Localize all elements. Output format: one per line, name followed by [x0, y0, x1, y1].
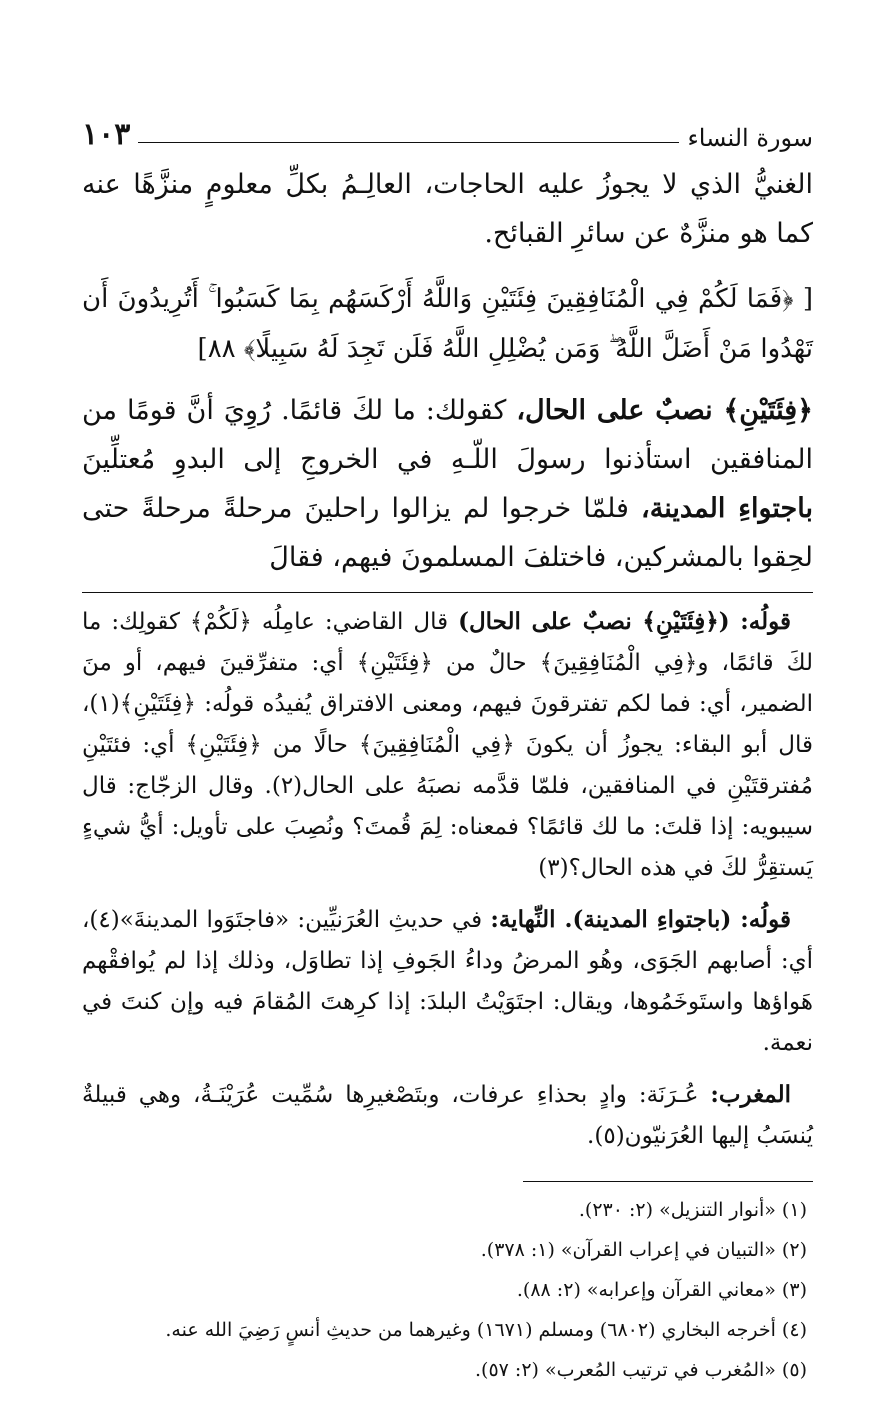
footnote-3: (٣) «معاني القرآن وإعرابه» (٢: ٨٨). [516, 1279, 807, 1301]
footnote-5: (٥) «المُغرب في ترتيب المُعرب» (٢: ٥٧). [474, 1359, 807, 1381]
footnote-1: (١) «أنوار التنزيل» (٢: ٢٣٠). [578, 1199, 807, 1221]
c2-text: في حديثِ العُرَنيِّين: «فاجتَوَوا المدينةَ»(٤)، أي: أصابهم الجَوَى، وهُو المرضُ وداءُ الجَوفِ إذا تطاوَل، وذلك إذا لم يُوافقْهم هَواؤها واستَوخَمُوها، ويقال: اجتَوَيْتُ البلدَ: إذا كرِهتَ المُقامَ فيه وإن كنتَ في نعمة. [82, 907, 813, 1056]
page-header [82, 108, 813, 152]
commentary-divider [82, 592, 813, 593]
main-paragraph-2 [82, 386, 813, 582]
c1-lead: قولُه: (﴿فِئَتَيْنِ﴾ نصبٌ على الحال) [458, 608, 791, 635]
page-number: ١٠٣ [82, 117, 131, 152]
para2-text: كقولك: ما لكَ قائمًا. رُوِيَ أنَّ قومًا من المنافقين استأذنوا رسولَ اللّـهِ في الخروجِ إلى البدوِ مُعتلِّينَ [82, 395, 813, 475]
para2-bold: باجتواءِ المدينة، [641, 493, 813, 524]
c2-lead: قولُه: (باجتواءِ المدينة). النِّهاية: [490, 906, 791, 933]
para2-text2: فلمّا خرجوا لم يزالوا راحلينَ مرحلةً مرحلةً حتى لحِقوا بالمشركين، فاختلفَ المسلمونَ فيهم، فقالَ [82, 493, 813, 573]
para2-lead: ﴿فِئَتَيْنِ﴾ نصبٌ على الحال، [516, 395, 813, 426]
footnote-2: (٢) «التبيان في إعراب القرآن» (١: ٣٧٨). [480, 1239, 807, 1261]
c1-text: قال القاضي: عامِلُه ﴿لَكُمْ﴾ كقولِك: ما لكَ قائمًا، و﴿فِي الْمُنَافِقِينَ﴾ حالٌ من ﴿فِئَتَيْنِ﴾ أي: متفرِّقينَ فيهم، أو منَ الضمير، أي: فما لكم تفترقونَ فيهم، ومعنى الافتراق يُفيدُه قولُه: ﴿فِئَتَيْنِ﴾(١)، قال أبو البقاء: يجوزُ أن يكونَ ﴿فِي الْمُنَافِقِينَ﴾ حالًا من ﴿فِئَتَيْنِ﴾ أي: فئتَيْنِ مُفترقتَيْنِ في المنافقين، فلمّا قدَّمه نصبَهُ على الحال(٢). وقال الزجّاج: قال سيبويه: إذا قلتَ: ما لك قائمًا؟ فمعناه: لِمَ قُمتَ؟ ونُصِبَ على تأويل: أيُّ شيءٍ يَستقِرُّ لكَ في هذه الحال؟(٣) [82, 609, 813, 881]
surah-name: سورة النساء [687, 124, 813, 152]
commentary-paragraph-1 [82, 601, 813, 889]
header-rule [138, 142, 679, 143]
c3-lead: المغرب: [710, 1081, 791, 1108]
main-paragraph-1: الغنيُّ الذي لا يجوزُ عليه الحاجات، العالِـمُ بكلِّ معلومٍ منزَّهًا عنه كما هو منزَّهٌ عن سائرِ القبائح. [82, 169, 813, 249]
quran-verse: [ ﴿فَمَا لَكُمْ فِي الْمُنَافِقِينَ فِئَتَيْنِ وَاللَّهُ أَرْكَسَهُم بِمَا كَسَبُوا ۚ أَتُرِيدُونَ أَن تَهْدُوا مَنْ أَضَلَّ اللَّهُ ۖ وَمَن يُضْلِلِ اللَّهُ فَلَن تَجِدَ لَهُ سَبِيلًا﴾ ٨٨] [82, 284, 813, 364]
commentary-paragraph-2 [82, 899, 813, 1064]
commentary-paragraph-3 [82, 1074, 813, 1157]
footnote-4: (٤) أخرجه البخاري (٦٨٠٢) ومسلم (١٦٧١) وغيرهما من حديثِ أنسٍ رَضِيَ الله عنه. [165, 1319, 807, 1341]
c3-text: عُـرَنَة: وادٍ بحذاءِ عرفات، وبتَصْغيرِها سُمِّيت عُرَيْنَـةُ، وهي قبيلةٌ يُنسَبُ إليها العُرَنيّون(٥). [82, 1082, 813, 1149]
footnotes [82, 1190, 813, 1390]
commentary-section [82, 601, 813, 1157]
footnote-rule [523, 1181, 813, 1182]
